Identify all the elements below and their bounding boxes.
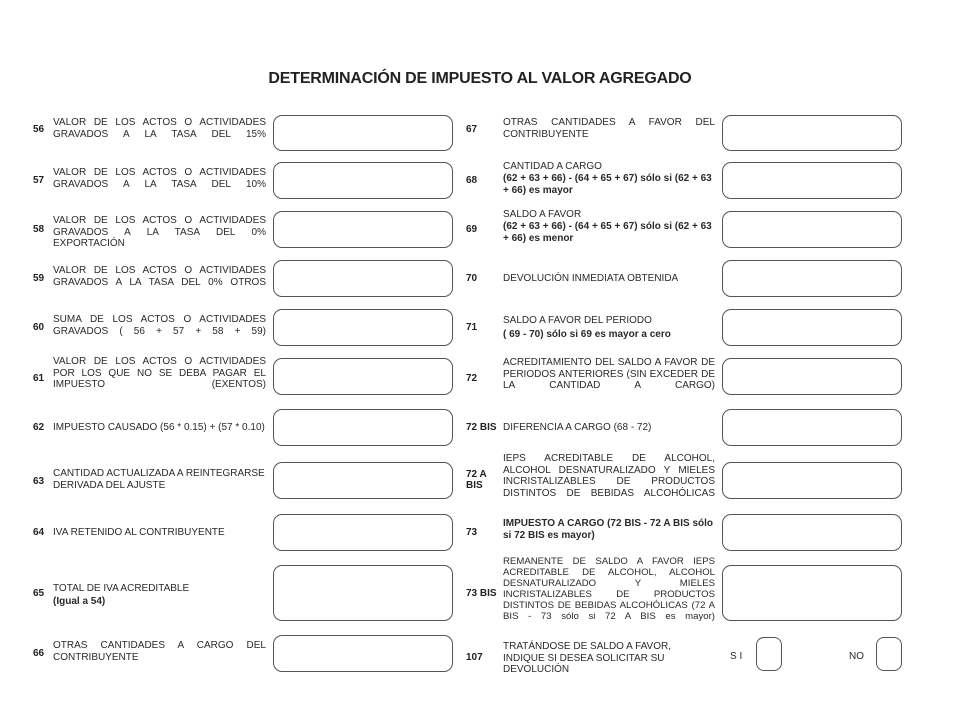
input-box-68[interactable]	[722, 162, 902, 199]
field-label-71: SALDO A FAVOR DEL PERIODO	[503, 315, 652, 326]
field-number-60: 60	[33, 322, 45, 333]
field-number-71: 71	[466, 322, 478, 333]
field-label-72-bis: DIFERENCIA A CARGO (68 - 72)	[503, 422, 652, 433]
field-label-70: DEVOLUCIÓN INMEDIATA OBTENIDA	[503, 273, 679, 284]
input-box-67[interactable]	[722, 115, 902, 151]
input-box-70[interactable]	[722, 260, 902, 297]
input-box-72-bis[interactable]	[722, 409, 902, 446]
field-label-61: VALOR DE LOS ACTOS O ACTIVIDADES POR LOS QUE NO SE DEBA PAGAR EL IMPUESTO (EXENTOS)	[53, 356, 266, 390]
input-box-61[interactable]	[273, 358, 453, 395]
field-number-69: 69	[466, 224, 478, 235]
field-label-67: OTRAS CANTIDADES A FAVOR DEL CONTRIBUYENTE	[503, 117, 715, 140]
field-number-67: 67	[466, 124, 478, 135]
input-box-63[interactable]	[273, 462, 453, 499]
input-box-60[interactable]	[273, 309, 453, 346]
field-label-64: IVA RETENIDO AL CONTRIBUYENTE	[53, 527, 225, 538]
input-box-65[interactable]	[273, 565, 453, 621]
field-label-73: IMPUESTO A CARGO (72 BIS - 72 A BIS sólo si 72 BIS es mayor)	[503, 518, 714, 541]
field-label-58: VALOR DE LOS ACTOS O ACTIVIDADES GRAVADOS A LA TASA DEL 0% EXPORTACIÓN	[53, 215, 266, 249]
field-sublabel-68: (62 + 63 + 66) - (64 + 65 + 67) sólo si (62 + 63 + 66) es mayor	[503, 173, 712, 196]
input-box-73[interactable]	[722, 514, 902, 551]
field-number-64: 64	[33, 527, 45, 538]
field-label-59: VALOR DE LOS ACTOS O ACTIVIDADES GRAVADOS A LA TASA DEL 0% OTROS	[53, 265, 266, 288]
field-number-68: 68	[466, 175, 478, 186]
field-number-72-a-bis: 72 A BIS	[466, 469, 487, 491]
field-number-73: 73	[466, 527, 478, 538]
field-number-58: 58	[33, 224, 45, 235]
field-number-72-bis: 72 BIS	[466, 422, 497, 433]
form-title: DETERMINACIÓN DE IMPUESTO AL VALOR AGREGADO	[268, 70, 692, 87]
field-label-65: TOTAL DE IVA ACREDITABLE	[53, 583, 190, 594]
field-sublabel-71: ( 69 - 70) sólo si 69 es mayor a cero	[503, 329, 671, 340]
field-sublabel-65: (Igual a 54)	[53, 596, 106, 607]
field-label-69: SALDO A FAVOR	[503, 209, 582, 220]
field-label-63: CANTIDAD ACTUALIZADA A REINTEGRARSE DERIVADA DEL AJUSTE	[53, 468, 265, 491]
field-number-62: 62	[33, 422, 45, 433]
field-number-70: 70	[466, 273, 478, 284]
field-label-57: VALOR DE LOS ACTOS O ACTIVIDADES GRAVADOS A LA TASA DEL 10%	[53, 167, 266, 190]
field-label-72-a-bis: IEPS ACREDITABLE DE ALCOHOL, ALCOHOL DESNATURALIZADO Y MIELES INCRISTALIZABLES DE PRODUCTOS DISTINTOS DE BEBIDAS ALCOHÓLICAS	[503, 453, 715, 499]
field-number-59: 59	[33, 273, 45, 284]
choice-no-box[interactable]	[876, 637, 902, 671]
field-number-63: 63	[33, 476, 45, 487]
input-box-71[interactable]	[722, 309, 902, 346]
input-box-69[interactable]	[722, 211, 902, 248]
field-label-62: IMPUESTO CAUSADO (56 * 0.15) + (57 * 0.10)	[53, 422, 265, 433]
field-label-73-bis: REMANENTE DE SALDO A FAVOR IEPS ACREDITABLE DE ALCOHOL, ALCOHOL DESNATURALIZADO Y MIELES INCRISTALIZABLES DE PRODUCTOS DISTINTOS DE BEBIDAS ALCOHÓLICAS (72 A BIS - 73 sólo si 72 A BIS es mayor)	[503, 556, 715, 622]
input-box-56[interactable]	[273, 115, 453, 151]
choice-si-label: S I	[730, 651, 743, 662]
field-label-66: OTRAS CANTIDADES A CARGO DEL CONTRIBUYENTE	[53, 640, 266, 663]
field-label-72: ACREDITAMIENTO DEL SALDO A FAVOR DE PERIODOS ANTERIORES (SIN EXCEDER DE LA CANTIDAD A CARGO)	[503, 357, 715, 391]
choice-si-box[interactable]	[756, 637, 782, 671]
input-box-73-bis[interactable]	[722, 565, 902, 621]
input-box-72-a-bis[interactable]	[722, 462, 902, 499]
field-number-61: 61	[33, 373, 45, 384]
input-box-66[interactable]	[273, 635, 453, 672]
field-number-72: 72	[466, 373, 478, 384]
field-label-56: VALOR DE LOS ACTOS O ACTIVIDADES GRAVADOS A LA TASA DEL 15%	[53, 117, 266, 140]
field-number-73-bis: 73 BIS	[466, 588, 497, 599]
field-sublabel-69: (62 + 63 + 66) - (64 + 65 + 67) sólo si (62 + 63 + 66) es menor	[503, 221, 712, 244]
field-number-57: 57	[33, 175, 45, 186]
input-box-72[interactable]	[722, 358, 902, 395]
field-label-60: SUMA DE LOS ACTOS O ACTIVIDADES GRAVADOS ( 56 + 57 + 58 + 59)	[53, 314, 266, 337]
input-box-59[interactable]	[273, 260, 453, 297]
input-box-58[interactable]	[273, 211, 453, 248]
field-label-68: CANTIDAD A CARGO	[503, 161, 602, 172]
field-number-65: 65	[33, 588, 45, 599]
field-number-56: 56	[33, 124, 45, 135]
field-label-107: TRATÁNDOSE DE SALDO A FAVOR, INDIQUE SI DESEA SOLICITAR SU DEVOLUCIÓN	[503, 641, 672, 675]
input-box-64[interactable]	[273, 514, 453, 551]
input-box-57[interactable]	[273, 162, 453, 199]
field-number-66: 66	[33, 648, 45, 659]
choice-no-label: NO	[849, 651, 864, 662]
field-number-107: 107	[466, 652, 483, 663]
input-box-62[interactable]	[273, 409, 453, 446]
